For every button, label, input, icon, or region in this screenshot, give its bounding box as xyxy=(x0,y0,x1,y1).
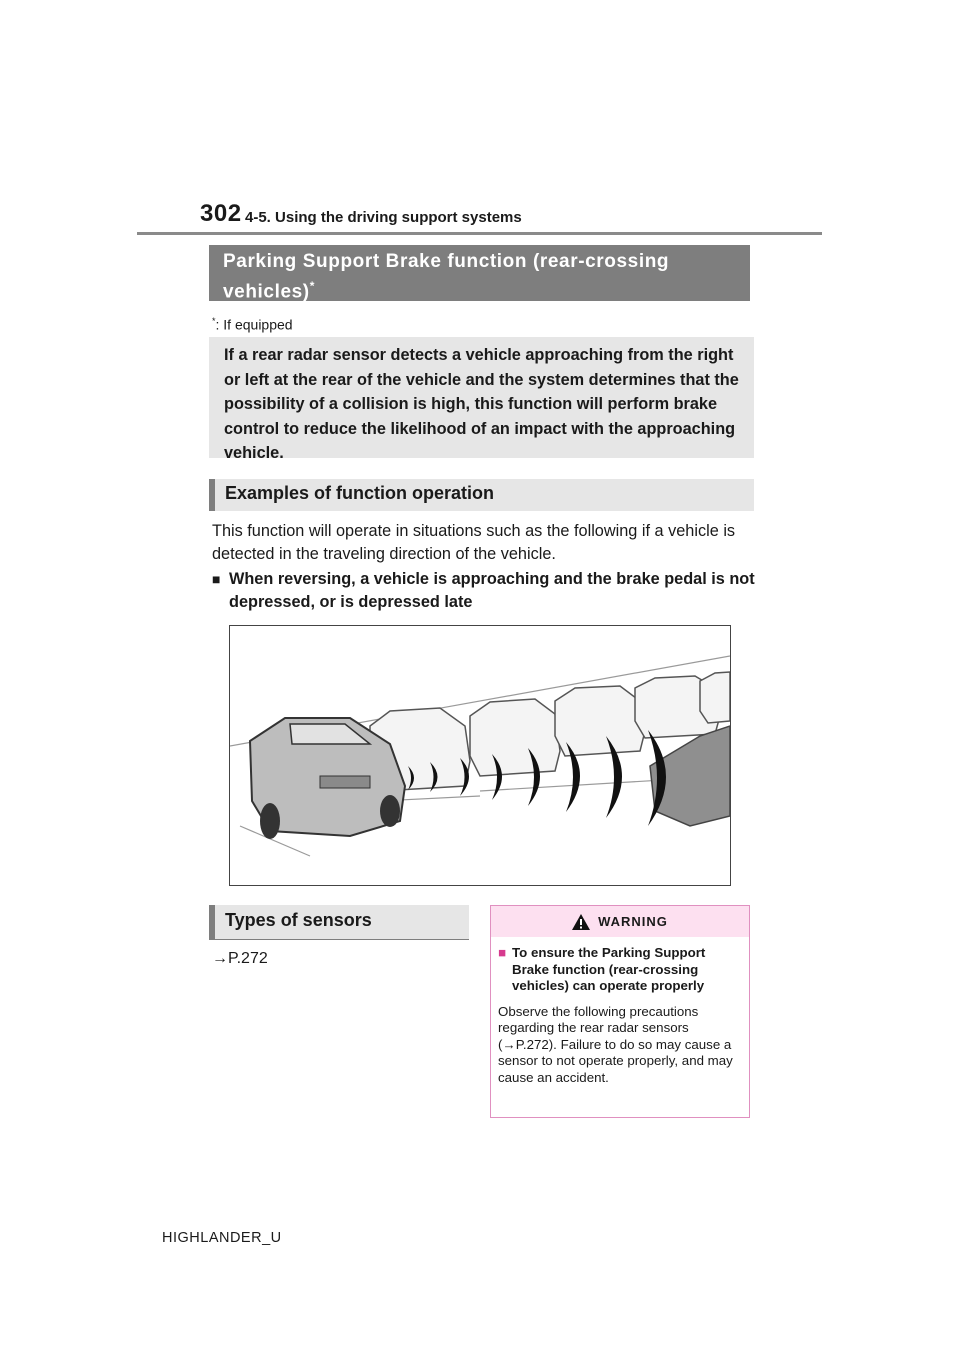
sensor-page-reference-text: P.272 xyxy=(228,950,268,967)
examples-heading: Examples of function operation xyxy=(209,479,754,511)
section-title: 4-5. Using the driving support systems xyxy=(245,209,522,226)
parking-illustration xyxy=(229,625,731,886)
square-bullet-icon: ■ xyxy=(498,945,507,960)
document-footer: HIGHLANDER_U xyxy=(162,1230,282,1246)
page-title-text: Parking Support Brake function (rear-crossing vehicles) xyxy=(223,251,670,303)
scenario-item xyxy=(212,568,757,614)
warning-label: WARNING xyxy=(598,914,668,929)
warning-subheading-text: To ensure the Parking Support Brake function (rear-crossing vehicles) can operate properly xyxy=(512,945,706,993)
scenario-text: When reversing, a vehicle is approaching and the brake pedal is not depressed, or is depressed late xyxy=(229,570,755,611)
footnote-text: : If equipped xyxy=(215,316,293,333)
arrow-right-icon: → xyxy=(212,950,228,967)
sensor-page-reference[interactable] xyxy=(212,950,268,968)
footnote-mark: * xyxy=(309,279,316,293)
footnote-asterisk: * xyxy=(212,316,216,326)
warning-text: Observe the following precautions regarding the rear radar sensors (→P.272). Failure to do so may cause a sensor to not operate properly, and may cause an accident. xyxy=(498,1003,733,1085)
examples-body: This function will operate in situations such as the following if a vehicle is detected in the traveling direction of the vehicle. xyxy=(212,522,736,563)
footnote xyxy=(212,316,293,333)
header-divider xyxy=(137,232,822,235)
warning-triangle-icon xyxy=(572,914,590,930)
parking-scene-drawing xyxy=(230,626,730,885)
page-number: 302 xyxy=(200,200,242,227)
intro-box: If a rear radar sensor detects a vehicle approaching from the right or left at the rear of the vehicle and the system determines that the possibility of a collision is high, this function will perform brake control to reduce the likelihood of an impact with the approaching vehicle. xyxy=(209,337,754,458)
sensors-heading: Types of sensors xyxy=(209,905,469,940)
warning-header xyxy=(491,906,749,937)
warning-subheading xyxy=(498,945,741,995)
warning-box xyxy=(490,905,750,1118)
page-title xyxy=(209,245,750,301)
square-bullet-icon: ■ xyxy=(212,571,221,587)
